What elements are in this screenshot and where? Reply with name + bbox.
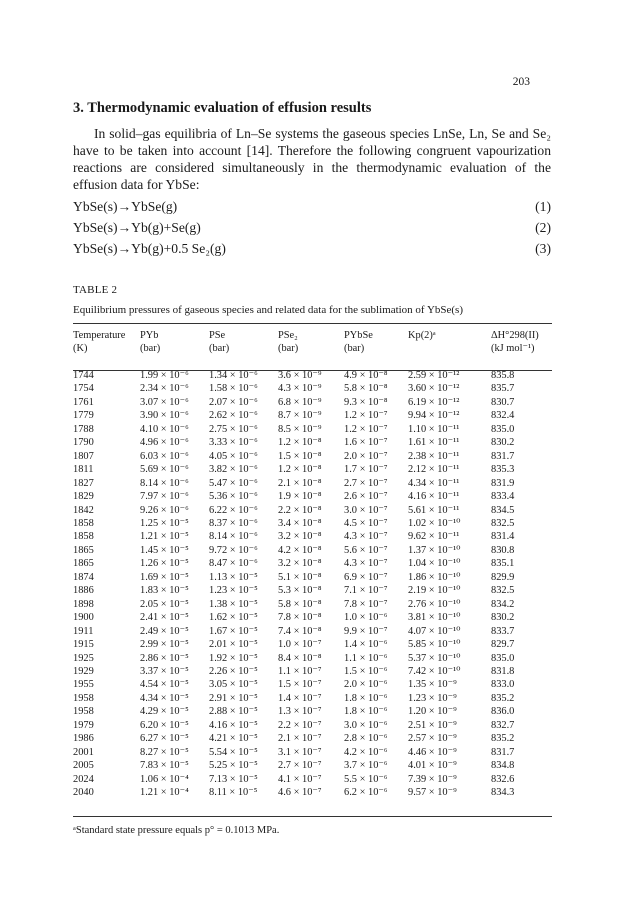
table-cell: 830.2	[491, 612, 515, 624]
table-row	[73, 409, 552, 422]
reaction-equation: YbSe(s)→Yb(g)+Se(g)	[73, 220, 201, 235]
table-cell: 5.37 × 10⁻¹⁰	[408, 652, 461, 664]
table-row	[73, 436, 552, 449]
table-row	[73, 705, 552, 718]
table-cell: 5.8 × 10⁻⁸	[278, 598, 322, 610]
table-cell: 1.69 × 10⁻⁵	[140, 571, 189, 583]
table-cell: 2.1 × 10⁻⁷	[278, 733, 322, 745]
table-cell: 9.94 × 10⁻¹²	[408, 410, 460, 422]
table-row	[73, 692, 552, 705]
table-cell: 9.62 × 10⁻¹¹	[408, 531, 460, 543]
table-top-rule	[73, 323, 552, 324]
table-cell: 1.0 × 10⁻⁷	[278, 639, 322, 651]
table-cell: 2040	[73, 787, 94, 799]
table-row	[73, 652, 552, 665]
table-cell: 3.4 × 10⁻⁸	[278, 517, 322, 529]
table-cell: 833.7	[491, 625, 515, 637]
table-cell: 1.92 × 10⁻⁵	[209, 652, 258, 664]
table-cell: 834.5	[491, 504, 515, 516]
table-cell: 3.90 × 10⁻⁶	[140, 410, 189, 422]
table-cell: 3.60 × 10⁻¹²	[408, 383, 460, 395]
table-cell: 2.88 × 10⁻⁵	[209, 706, 258, 718]
table-cell: 1911	[73, 625, 94, 637]
reaction-2	[73, 220, 551, 236]
intro-paragraph: In solid–gas equilibria of Ln–Se systems the gaseous species LnSe, Ln, Se and Se₂ have to be taken into account [14]. Therefore the following congruent vapourization reactions are considered simultaneously in the thermodynamic evaluation of the effusion data for YbSe:	[73, 126, 551, 192]
table-cell: 6.27 × 10⁻⁵	[140, 733, 189, 745]
table-cell: 3.33 × 10⁻⁶	[209, 437, 258, 449]
table-cell: 4.07 × 10⁻¹⁰	[408, 625, 461, 637]
table-cell: 1886	[73, 585, 94, 597]
table-cell: 5.85 × 10⁻¹⁰	[408, 639, 461, 651]
table-cell: 4.34 × 10⁻¹¹	[408, 477, 460, 489]
table-cell: 8.5 × 10⁻⁹	[278, 423, 322, 435]
table-row	[73, 382, 552, 395]
table-cell: 8.47 × 10⁻⁶	[209, 558, 258, 570]
table-cell: 1.23 × 10⁻⁹	[408, 692, 457, 704]
table-cell: 7.1 × 10⁻⁷	[344, 585, 388, 597]
table-cell: 1929	[73, 665, 94, 677]
table-cell: 3.05 × 10⁻⁵	[209, 679, 258, 691]
table-cell: 1.04 × 10⁻¹⁰	[408, 558, 461, 570]
table-cell: 3.0 × 10⁻⁶	[344, 719, 388, 731]
table-row	[73, 530, 552, 543]
table-cell: 1925	[73, 652, 94, 664]
table-row	[73, 557, 552, 570]
table-cell: 3.2 × 10⁻⁸	[278, 531, 322, 543]
table-cell: 1.0 × 10⁻⁶	[344, 612, 388, 624]
reaction-number: (3)	[535, 241, 551, 256]
table-cell: 4.9 × 10⁻⁸	[344, 370, 388, 381]
reaction-equation: YbSe(s)→YbSe(g)	[73, 199, 178, 214]
table-cell: 4.16 × 10⁻¹¹	[408, 491, 460, 503]
table-cell: 834.8	[491, 760, 515, 772]
table-row	[73, 759, 552, 772]
table-cell: 1.10 × 10⁻¹¹	[408, 423, 460, 435]
table-cell: 1958	[73, 706, 94, 718]
table-cell: 2.59 × 10⁻¹²	[408, 370, 460, 381]
table-cell: 7.97 × 10⁻⁶	[140, 491, 189, 503]
section-heading: 3. Thermodynamic evaluation of effusion results	[73, 100, 372, 116]
table-cell: 3.81 × 10⁻¹⁰	[408, 612, 461, 624]
table-cell: 2.05 × 10⁻⁵	[140, 598, 189, 610]
table-cell: 1979	[73, 719, 94, 731]
table-cell: 1865	[73, 544, 94, 556]
table-cell: 1.86 × 10⁻¹⁰	[408, 571, 461, 583]
table-cell: 1.37 × 10⁻¹⁰	[408, 544, 461, 556]
table-cell: 1.21 × 10⁻⁵	[140, 531, 189, 543]
table-cell: 2.19 × 10⁻¹⁰	[408, 585, 461, 597]
table-bottom-rule	[73, 816, 552, 817]
table-cell: 1.1 × 10⁻⁶	[344, 652, 388, 664]
table-row	[73, 732, 552, 745]
table-cell: 1986	[73, 733, 94, 745]
table-cell: 1.67 × 10⁻⁵	[209, 625, 258, 637]
table-row	[73, 638, 552, 651]
table-cell: 830.2	[491, 437, 515, 449]
table-cell: 8.14 × 10⁻⁶	[209, 531, 258, 543]
table-cell: 2.07 × 10⁻⁶	[209, 396, 258, 408]
table-cell: 832.5	[491, 585, 515, 597]
table-cell: 1858	[73, 517, 94, 529]
table-cell: 2.7 × 10⁻⁷	[344, 477, 388, 489]
table-cell: 1955	[73, 679, 94, 691]
table-cell: 2.1 × 10⁻⁸	[278, 477, 322, 489]
table-cell: 2.8 × 10⁻⁶	[344, 733, 388, 745]
table-cell: 2.57 × 10⁻⁹	[408, 733, 457, 745]
reaction-number: (2)	[535, 220, 551, 235]
reaction-3	[73, 241, 551, 257]
table-cell: 4.1 × 10⁻⁷	[278, 773, 322, 785]
table-cell: 1.38 × 10⁻⁵	[209, 598, 258, 610]
table-cell: 1829	[73, 491, 94, 503]
table-cell: 6.03 × 10⁻⁶	[140, 450, 189, 462]
table-caption: TABLE 2	[73, 284, 118, 296]
table-cell: 9.57 × 10⁻⁹	[408, 787, 457, 799]
table-cell: 1858	[73, 531, 94, 543]
table-cell: 6.9 × 10⁻⁷	[344, 571, 388, 583]
table-cell: 6.19 × 10⁻¹²	[408, 396, 460, 408]
table-cell: 5.36 × 10⁻⁶	[209, 491, 258, 503]
table-cell: 1.5 × 10⁻⁶	[344, 665, 388, 677]
table-cell: 2001	[73, 746, 94, 758]
reaction-1	[73, 199, 551, 215]
table-cell: 5.61 × 10⁻¹¹	[408, 504, 460, 516]
table-cell: 4.2 × 10⁻⁶	[344, 746, 388, 758]
table-cell: 5.69 × 10⁻⁶	[140, 464, 189, 476]
table-cell: 1.1 × 10⁻⁷	[278, 665, 322, 677]
table-cell: 1.23 × 10⁻⁵	[209, 585, 258, 597]
table-cell: 5.47 × 10⁻⁶	[209, 477, 258, 489]
table-cell: 5.3 × 10⁻⁸	[278, 585, 322, 597]
table-cell: 3.7 × 10⁻⁶	[344, 760, 388, 772]
table-cell: 2005	[73, 760, 94, 772]
table-cell: 2.62 × 10⁻⁶	[209, 410, 258, 422]
table-cell: 7.8 × 10⁻⁸	[278, 612, 322, 624]
table-cell: 9.9 × 10⁻⁷	[344, 625, 388, 637]
table-cell: 1.06 × 10⁻⁴	[140, 773, 189, 785]
table-row	[73, 490, 552, 503]
table-cell: 8.14 × 10⁻⁶	[140, 477, 189, 489]
table-cell: 3.6 × 10⁻⁹	[278, 370, 322, 381]
table-title: Equilibrium pressures of gaseous species and related data for the sublimation of YbSe(s)	[73, 304, 463, 316]
table-cell: 4.3 × 10⁻⁷	[344, 531, 388, 543]
table-cell: 836.0	[491, 706, 515, 718]
table-cell: 2024	[73, 773, 94, 785]
table-cell: 830.7	[491, 396, 515, 408]
table-row	[73, 678, 552, 691]
table-cell: 2.51 × 10⁻⁹	[408, 719, 457, 731]
table-cell: 1.26 × 10⁻⁵	[140, 558, 189, 570]
table-cell: 6.22 × 10⁻⁶	[209, 504, 258, 516]
table-cell: 1842	[73, 504, 94, 516]
table-cell: 5.5 × 10⁻⁶	[344, 773, 388, 785]
table-cell: 9.26 × 10⁻⁶	[140, 504, 189, 516]
table-cell: 3.37 × 10⁻⁵	[140, 665, 189, 677]
table-header-row	[73, 329, 552, 355]
table-cell: 3.82 × 10⁻⁶	[209, 464, 258, 476]
table-cell: 1.13 × 10⁻⁵	[209, 571, 258, 583]
table-cell: 7.13 × 10⁻⁵	[209, 773, 258, 785]
table-cell: 1.20 × 10⁻⁹	[408, 706, 457, 718]
table-cell: 1898	[73, 598, 94, 610]
table-cell: 2.76 × 10⁻¹⁰	[408, 598, 461, 610]
table-cell: 1865	[73, 558, 94, 570]
table-cell: 835.8	[491, 370, 515, 381]
table-cell: 2.38 × 10⁻¹¹	[408, 450, 460, 462]
table-row	[73, 584, 552, 597]
table-row	[73, 746, 552, 759]
reaction-number: (1)	[535, 199, 551, 214]
table-cell: 7.42 × 10⁻¹⁰	[408, 665, 461, 677]
table-cell: 1.2 × 10⁻⁸	[278, 464, 322, 476]
table-cell: 1.58 × 10⁻⁶	[209, 383, 258, 395]
table-cell: 7.8 × 10⁻⁷	[344, 598, 388, 610]
table-cell: 2.01 × 10⁻⁵	[209, 639, 258, 651]
table-cell: 6.2 × 10⁻⁶	[344, 787, 388, 799]
table-cell: 4.54 × 10⁻⁵	[140, 679, 189, 691]
table-cell: 2.26 × 10⁻⁵	[209, 665, 258, 677]
table-cell: 1754	[73, 383, 94, 395]
table-row	[73, 571, 552, 584]
table-cell: 8.11 × 10⁻⁵	[209, 787, 258, 799]
header-p-yb: PYb (bar)	[140, 330, 161, 354]
page-number: 203	[512, 76, 530, 88]
table-cell: 2.0 × 10⁻⁶	[344, 679, 388, 691]
table-row	[73, 463, 552, 476]
table-cell: 4.46 × 10⁻⁹	[408, 746, 457, 758]
header-delta-h: ΔH°298(II) (kJ mol⁻¹)	[491, 330, 539, 354]
table-cell: 831.7	[491, 450, 515, 462]
table-cell: 8.37 × 10⁻⁶	[209, 517, 258, 529]
table-cell: 4.5 × 10⁻⁷	[344, 517, 388, 529]
table-cell: 1915	[73, 639, 94, 651]
table-cell: 7.39 × 10⁻⁹	[408, 773, 457, 785]
table-cell: 1.99 × 10⁻⁶	[140, 370, 189, 381]
table-cell: 835.2	[491, 733, 515, 745]
table-cell: 835.2	[491, 692, 515, 704]
table-cell: 830.8	[491, 544, 515, 556]
table-cell: 2.99 × 10⁻⁵	[140, 639, 189, 651]
table-cell: 835.0	[491, 652, 515, 664]
table-cell: 1874	[73, 571, 94, 583]
table-cell: 1958	[73, 692, 94, 704]
table-cell: 1.2 × 10⁻⁷	[344, 423, 388, 435]
table-row	[73, 773, 552, 786]
table-cell: 2.86 × 10⁻⁵	[140, 652, 189, 664]
table-cell: 1.02 × 10⁻¹⁰	[408, 517, 461, 529]
table-cell: 1.2 × 10⁻⁷	[344, 410, 388, 422]
header-temperature: Temperature (K)	[73, 330, 126, 354]
equilibrium-pressure-table	[73, 329, 552, 800]
table-row	[73, 517, 552, 530]
table-cell: 7.4 × 10⁻⁸	[278, 625, 322, 637]
table-cell: 1811	[73, 464, 94, 476]
table-cell: 835.7	[491, 383, 515, 395]
table-cell: 1.25 × 10⁻⁵	[140, 517, 189, 529]
table-row	[73, 477, 552, 490]
table-cell: 4.34 × 10⁻⁵	[140, 692, 189, 704]
table-row	[73, 450, 552, 463]
table-row	[73, 665, 552, 678]
table-cell: 1.21 × 10⁻⁴	[140, 787, 189, 799]
table-cell: 4.2 × 10⁻⁸	[278, 544, 322, 556]
header-p-se: PSe (bar)	[209, 330, 230, 354]
table-cell: 831.9	[491, 477, 515, 489]
table-cell: 1.6 × 10⁻⁷	[344, 437, 388, 449]
header-p-ybse: PYbSe (bar)	[344, 330, 373, 354]
table-cell: 3.1 × 10⁻⁷	[278, 746, 322, 758]
table-footnote: ᵃStandard state pressure equals p° = 0.1013 MPa.	[73, 825, 280, 836]
table-cell: 2.0 × 10⁻⁷	[344, 450, 388, 462]
table-cell: 831.7	[491, 746, 515, 758]
table-cell: 6.20 × 10⁻⁵	[140, 719, 189, 731]
table-cell: 5.8 × 10⁻⁸	[344, 383, 388, 395]
table-cell: 7.83 × 10⁻⁵	[140, 760, 189, 772]
table-cell: 829.9	[491, 571, 515, 583]
table-cell: 5.1 × 10⁻⁸	[278, 571, 322, 583]
reaction-equation: YbSe(s)→Yb(g)+0.5 Se₂(g)	[73, 241, 226, 256]
table-cell: 2.7 × 10⁻⁷	[278, 760, 322, 772]
table-cell: 1900	[73, 612, 94, 624]
table-cell: 2.75 × 10⁻⁶	[209, 423, 258, 435]
table-cell: 1.8 × 10⁻⁶	[344, 706, 388, 718]
table-cell: 4.96 × 10⁻⁶	[140, 437, 189, 449]
table-cell: 832.4	[491, 410, 515, 422]
table-cell: 1761	[73, 396, 94, 408]
table-cell: 1827	[73, 477, 94, 489]
table-row	[73, 369, 552, 382]
table-cell: 831.4	[491, 531, 515, 543]
table-cell: 832.7	[491, 719, 515, 731]
table-cell: 4.3 × 10⁻⁹	[278, 383, 322, 395]
table-cell: 832.5	[491, 517, 515, 529]
table-cell: 2.41 × 10⁻⁵	[140, 612, 189, 624]
table-cell: 4.21 × 10⁻⁵	[209, 733, 258, 745]
table-cell: 1.2 × 10⁻⁸	[278, 437, 322, 449]
table-row	[73, 625, 552, 638]
table-cell: 4.01 × 10⁻⁹	[408, 760, 457, 772]
table-cell: 1807	[73, 450, 94, 462]
table-row	[73, 423, 552, 436]
table-cell: 8.7 × 10⁻⁹	[278, 410, 322, 422]
table-cell: 4.6 × 10⁻⁷	[278, 787, 322, 799]
table-cell: 1744	[73, 370, 94, 381]
table-row	[73, 396, 552, 409]
table-cell: 1.62 × 10⁻⁵	[209, 612, 258, 624]
table-cell: 829.7	[491, 639, 515, 651]
table-cell: 3.2 × 10⁻⁸	[278, 558, 322, 570]
table-cell: 1.7 × 10⁻⁷	[344, 464, 388, 476]
table-row	[73, 598, 552, 611]
table-cell: 1.45 × 10⁻⁵	[140, 544, 189, 556]
table-cell: 3.07 × 10⁻⁶	[140, 396, 189, 408]
table-cell: 1.9 × 10⁻⁸	[278, 491, 322, 503]
table-cell: 1.83 × 10⁻⁵	[140, 585, 189, 597]
table-cell: 1779	[73, 410, 94, 422]
table-cell: 1.61 × 10⁻¹¹	[408, 437, 460, 449]
table-cell: 834.3	[491, 787, 515, 799]
table-cell: 1.35 × 10⁻⁹	[408, 679, 457, 691]
table-cell: 8.27 × 10⁻⁵	[140, 746, 189, 758]
table-cell: 4.05 × 10⁻⁶	[209, 450, 258, 462]
table-row	[73, 786, 552, 799]
table-cell: 835.1	[491, 558, 515, 570]
table-cell: 3.0 × 10⁻⁷	[344, 504, 388, 516]
table-row	[73, 504, 552, 517]
table-cell: 1.5 × 10⁻⁷	[278, 679, 322, 691]
table-cell: 834.2	[491, 598, 515, 610]
table-cell: 5.54 × 10⁻⁵	[209, 746, 258, 758]
table-cell: 2.2 × 10⁻⁸	[278, 504, 322, 516]
table-cell: 1790	[73, 437, 94, 449]
table-cell: 833.4	[491, 491, 515, 503]
header-kp2: Kp(2)ᵃ	[408, 330, 436, 341]
table-cell: 2.49 × 10⁻⁵	[140, 625, 189, 637]
table-cell: 5.25 × 10⁻⁵	[209, 760, 258, 772]
table-cell: 831.8	[491, 665, 515, 677]
table-cell: 4.29 × 10⁻⁵	[140, 706, 189, 718]
table-cell: 1.34 × 10⁻⁶	[209, 370, 258, 381]
table-cell: 2.91 × 10⁻⁵	[209, 692, 258, 704]
table-cell: 835.0	[491, 423, 515, 435]
table-cell: 2.6 × 10⁻⁷	[344, 491, 388, 503]
table-cell: 1.4 × 10⁻⁷	[278, 692, 322, 704]
table-cell: 9.72 × 10⁻⁶	[209, 544, 258, 556]
table-cell: 8.4 × 10⁻⁸	[278, 652, 322, 664]
table-cell: 2.2 × 10⁻⁷	[278, 719, 322, 731]
header-p-se2: PSe₂ (bar)	[278, 330, 299, 354]
table-cell: 2.34 × 10⁻⁶	[140, 383, 189, 395]
table-cell: 1.3 × 10⁻⁷	[278, 706, 322, 718]
table-cell: 4.16 × 10⁻⁵	[209, 719, 258, 731]
table-cell: 835.3	[491, 464, 515, 476]
table-cell: 833.0	[491, 679, 515, 691]
table-cell: 9.3 × 10⁻⁸	[344, 396, 388, 408]
table-cell: 6.8 × 10⁻⁹	[278, 396, 322, 408]
table-cell: 1.5 × 10⁻⁸	[278, 450, 322, 462]
table-cell: 2.12 × 10⁻¹¹	[408, 464, 460, 476]
table-cell: 1.4 × 10⁻⁶	[344, 639, 388, 651]
table-cell: 832.6	[491, 773, 515, 785]
table-body	[73, 369, 552, 800]
table-cell: 5.6 × 10⁻⁷	[344, 544, 388, 556]
table-row	[73, 611, 552, 624]
table-cell: 1788	[73, 423, 94, 435]
table-cell: 1.8 × 10⁻⁶	[344, 692, 388, 704]
table-cell: 4.10 × 10⁻⁶	[140, 423, 189, 435]
table-cell: 4.3 × 10⁻⁷	[344, 558, 388, 570]
table-row	[73, 719, 552, 732]
table-row	[73, 544, 552, 557]
